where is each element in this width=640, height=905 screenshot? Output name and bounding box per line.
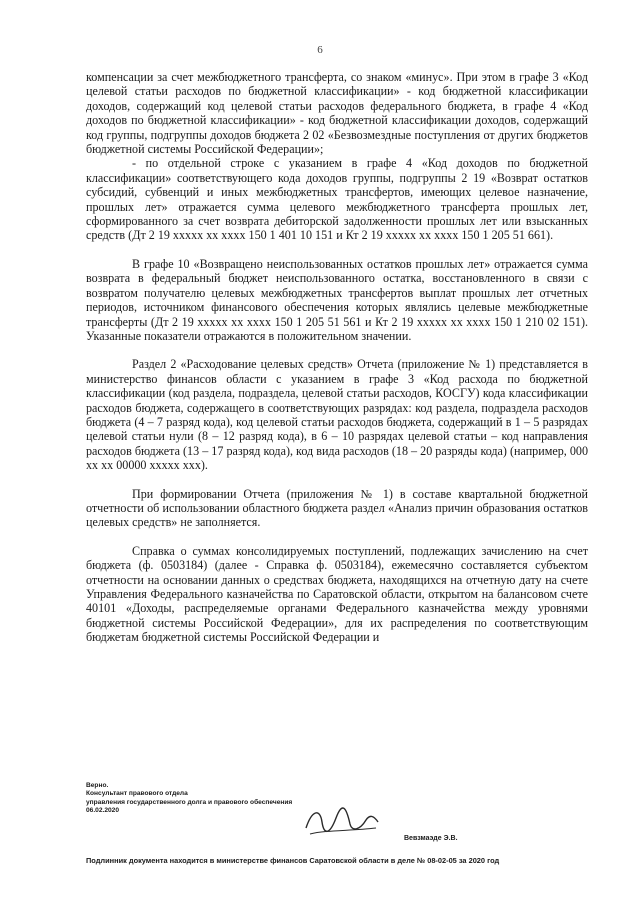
paragraph-6: Справка о суммах консолидируемых поступлений, подлежащих зачислению на счет бюджета (ф. 0503184) (далее - Справка ф. 0503184), ежемесячно составляется субъектом отчетности на основании данных о средствах бюджета, находящихся на отчетную дату на счете Управления Федерального казначейства по Саратовской области, открытом на балансовом счете 40101 «Доходы, распределяемые органами Федерального казначейства между уровнями бюджетной системы Российской Федерации», для их распределения по соответствующим бюджетам бюджетной системы Российской Федерации и: [86, 543, 588, 645]
paragraph-3: В графе 10 «Возвращено неиспользованных остатков прошлых лет» отражается сумма возврата в федеральный бюджет неиспользованного остатка, восстановленного в связи с возвратом получателю целевых межбюджетных трансфертов выплат прошлых лет отчетных периодов, источником финансового обеспечения которых являлись целевые межбюджетные трансферты (Дт 2 19 ххххх хх хххх 150 1 205 51 561 и Кт 2 19 ххххх хх хххх 150 1 210 02 151). Указанные показатели отражаются в положительном значении.: [86, 256, 588, 343]
handwritten-signature: [302, 800, 382, 840]
paragraph-5: При формировании Отчета (приложения № 1) в составе квартальной бюджетной отчетности об использовании областного бюджета раздел «Анализ причин образования остатков целевых средств» не заполняется.: [86, 486, 588, 530]
cert-date: 06.02.2020: [86, 807, 120, 815]
cert-position: Консультант правового отдела: [86, 790, 188, 798]
paragraph-4: Раздел 2 «Расходование целевых средств» Отчета (приложение № 1) представляется в министерство финансов области с указанием в графе 3 «Код расхода по бюджетной классификации (код раздела, подраздела, целевой статьи расходов, КОСГУ) кода классификации расходов бюджета, содержащего в соответствующих разрядах: код раздела, подраздела расходов бюджета (4 – 7 разряд кода), код целевой статьи расходов бюджета, содержащий в 1 – 5 разрядах целевой статьи нули (8 – 12 разряд кода), в 6 – 10 разрядах целевой статьи – код направления расходов бюджета (13 – 17 разряд кода), код вида расходов (18 – 20 разряды кода) (например, 000 хх хх 00000 ххххх ххх).: [86, 357, 588, 473]
cert-department: управления государственного долга и правового обеспечения: [86, 798, 293, 806]
document-body: [86, 70, 588, 645]
paragraph-2: - по отдельной строке с указанием в графе 4 «Код доходов по бюджетной классификации» соответствующего кода доходов группы, подгруппы 2 19 «Возврат остатков субсидий, субвенций и иных межбюджетных трансфертов, имеющих целевое назначение, прошлых лет» отражается сумма целевого межбюджетного трансферта прошлых лет, сформированного за счет возврата дебиторской задолженности прошлых лет или взысканных средств (Дт 2 19 ххххх хх хххх 150 1 401 10 151 и Кт 2 19 ххххх хх хххх 150 1 205 51 661).: [86, 156, 588, 243]
cert-verified: Верно.: [86, 782, 109, 789]
page-number: 6: [317, 44, 323, 56]
original-location-note: Подлинник документа находится в министерстве финансов Саратовской области в деле № 08-02-05 за 2020 год: [86, 856, 500, 865]
paragraph-1: компенсации за счет межбюджетного трансферта, со знаком «минус». При этом в графе 3 «Код целевой статьи расходов по бюджетной классификации» - код бюджетной классификации доходов, содержащий код целевой статьи расходов федерального бюджета, в графе 4 «Код доходов по бюджетной классификации» - код бюджетной классификации доходов, содержащий код группы, подгруппы доходов бюджета 2 02 «Безвозмездные поступления от других бюджетов бюджетной системы Российской Федерации»;: [86, 70, 588, 157]
signer-name: Вевзмаэде Э.В.: [404, 835, 458, 842]
certification-block: [86, 782, 293, 816]
